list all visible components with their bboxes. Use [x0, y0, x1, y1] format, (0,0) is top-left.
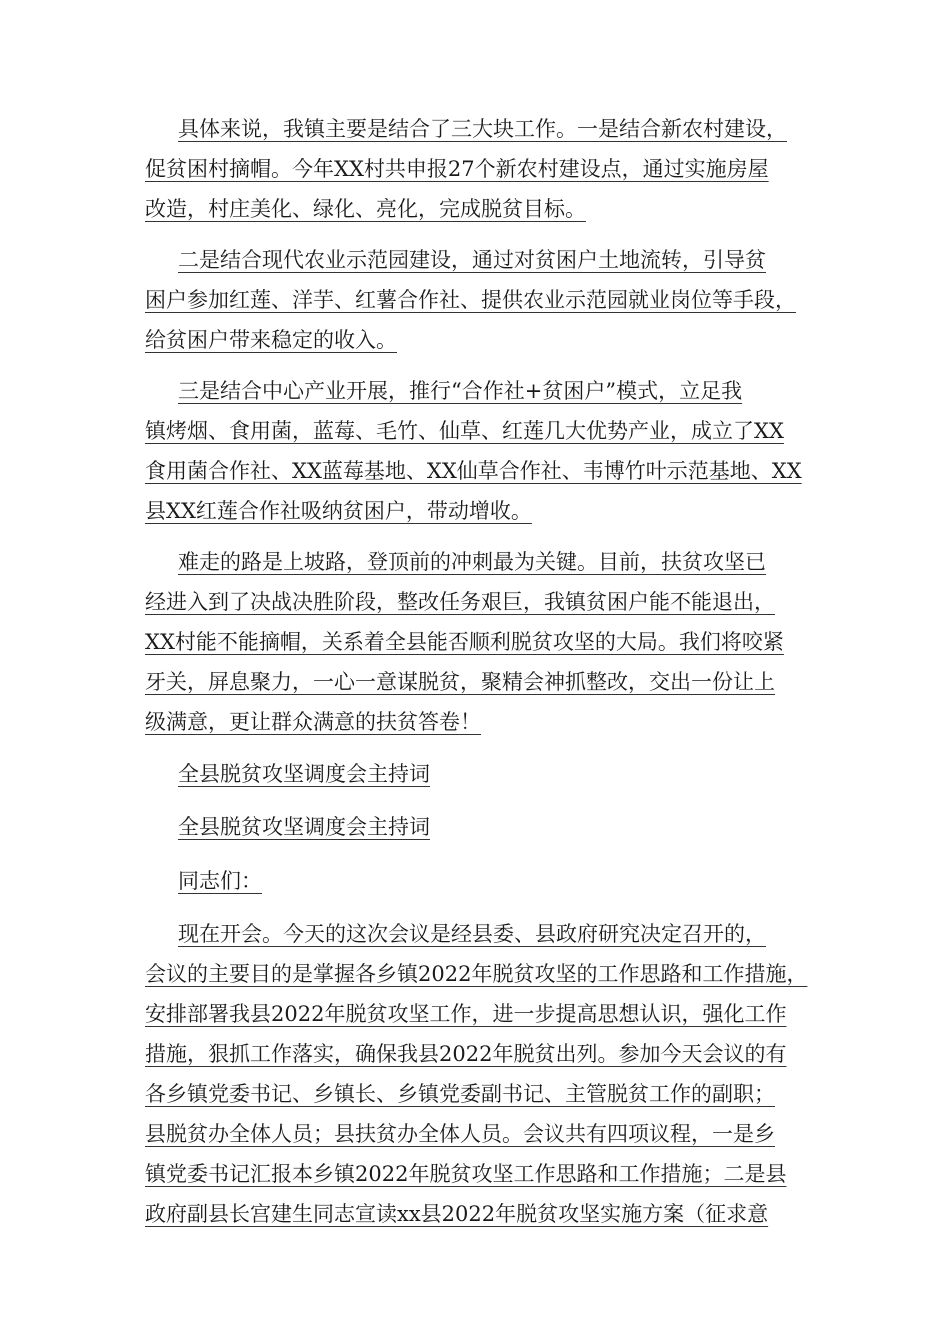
text-line: 县脱贫办全体人员；县扶贫办全体人员。会议共有四项议程，一是乡: [145, 1122, 775, 1146]
text-line: 级满意，更让群众满意的扶贫答卷！: [145, 710, 481, 734]
text-line: 牙关，屏息聚力，一心一意谋脱贫，聚精会神抓整改，交出一份让上: [145, 670, 775, 694]
text-line: 各乡镇党委书记、乡镇长、乡镇党委副书记、主管脱贫工作的副职；: [145, 1082, 775, 1106]
text-line: 促贫困村摘帽。今年XX村共申报27个新农村建设点，通过实施房屋: [145, 157, 769, 181]
text-line: 难走的路是上坡路，登顶前的冲刺最为关键。目前，扶贫攻坚已: [178, 550, 766, 574]
text-line: 改造，村庄美化、绿化、亮化，完成脱贫目标。: [145, 197, 586, 221]
text-line: 食用菌合作社、XX蓝莓基地、XX仙草合作社、韦博竹叶示范基地、XX: [145, 459, 802, 483]
text-line: 全县脱贫攻坚调度会主持词: [178, 762, 430, 786]
paragraph-agriculture-park: [145, 241, 835, 361]
text-line: 县XX红莲合作社吸纳贫困户，带动增收。: [145, 499, 532, 523]
text-line: 二是结合现代农业示范园建设，通过对贫困户土地流转，引导贫: [178, 248, 766, 272]
paragraph-work-overview: [145, 110, 835, 230]
text-line: 会议的主要目的是掌握各乡镇2022年脱贫攻坚的工作思路和工作措施，: [145, 962, 808, 986]
text-line: 给贫困户带来稳定的收入。: [145, 328, 397, 352]
salutation: [145, 862, 835, 902]
text-line: 措施，狠抓工作落实，确保我县2022年脱贫出列。参加今天会议的有: [145, 1042, 787, 1066]
text-line: 具体来说，我镇主要是结合了三大块工作。一是结合新农村建设，: [178, 117, 787, 141]
paragraph-industry: [145, 372, 835, 532]
text-line: 镇党委书记汇报本乡镇2022年脱贫攻坚工作思路和工作措施；二是县: [145, 1162, 787, 1186]
text-line: 镇烤烟、食用菌，蓝莓、毛竹、仙草、红莲几大优势产业，成立了XX: [145, 419, 784, 443]
text-line: 困户参加红莲、洋芋、红薯合作社、提供农业示范园就业岗位等手段，: [145, 288, 796, 312]
text-line: 同志们：: [178, 869, 262, 893]
text-line: 政府副县长宫建生同志宣读xx县2022年脱贫攻坚实施方案（征求意: [145, 1202, 769, 1226]
text-line: 三是结合中心产业开展，推行“合作社+贫困户”模式，立足我: [178, 379, 743, 403]
text-line: 安排部署我县2022年脱贫攻坚工作，进一步提高思想认识，强化工作: [145, 1002, 787, 1026]
text-line: XX村能不能摘帽，关系着全县能否顺利脱贫攻坚的大局。我们将咬紧: [145, 630, 784, 654]
paragraph-meeting-opening: [145, 915, 835, 1235]
text-line: 现在开会。今天的这次会议是经县委、县政府研究决定召开的，: [178, 922, 766, 946]
text-line: 全县脱贫攻坚调度会主持词: [178, 815, 430, 839]
heading-meeting-speech: [145, 755, 835, 795]
text-line: 经进入到了决战决胜阶段，整改任务艰巨，我镇贫困户能不能退出，: [145, 590, 775, 614]
paragraph-uphill-road: [145, 543, 835, 743]
heading-meeting-speech-repeat: [145, 808, 835, 848]
